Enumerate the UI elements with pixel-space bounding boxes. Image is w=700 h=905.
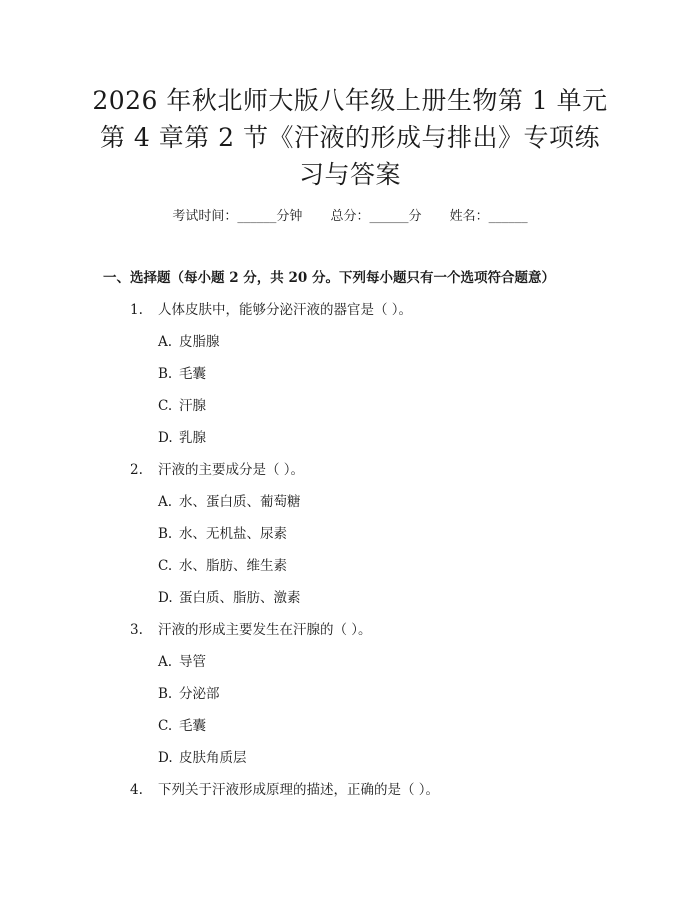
option-text: 毛囊 <box>179 718 206 734</box>
option-2d <box>158 586 301 606</box>
option-label: C. <box>158 398 173 414</box>
question-1 <box>130 298 412 318</box>
question-number: 1. <box>130 302 143 318</box>
option-label: D. <box>158 590 173 606</box>
option-label: A. <box>158 494 173 510</box>
option-3c <box>158 714 206 734</box>
option-label: C. <box>158 558 173 574</box>
question-number: 2. <box>130 462 143 478</box>
option-label: B. <box>158 526 173 542</box>
title-line-3: 习与答案 <box>298 160 401 189</box>
document-title <box>90 82 610 193</box>
option-1d <box>158 426 206 446</box>
option-label: C. <box>158 718 173 734</box>
question-3 <box>130 618 372 638</box>
exam-time: 考试时间：______分钟 <box>172 209 303 224</box>
option-text: 导管 <box>179 654 206 670</box>
option-3b <box>158 682 220 702</box>
option-text: 水、脂肪、维生素 <box>179 558 287 574</box>
option-text: 水、无机盐、尿素 <box>179 526 287 542</box>
question-text: 下列关于汗液形成原理的描述，正确的是（ ）。 <box>158 782 440 798</box>
question-text: 人体皮肤中，能够分泌汗液的器官是（ ）。 <box>158 302 413 318</box>
exam-score: 总分：______分 <box>330 209 422 224</box>
option-2c <box>158 554 287 574</box>
option-text: 水、蛋白质、葡萄糖 <box>179 494 301 510</box>
option-text: 皮脂腺 <box>179 334 220 350</box>
option-label: A. <box>158 654 173 670</box>
option-1a <box>158 330 220 350</box>
question-2 <box>130 458 304 478</box>
option-text: 汗腺 <box>179 398 206 414</box>
option-text: 乳腺 <box>179 430 206 446</box>
option-label: D. <box>158 430 173 446</box>
question-text: 汗液的主要成分是（ ）。 <box>158 462 305 478</box>
option-label: D. <box>158 750 173 766</box>
section-heading: 一、选择题（每小题 2 分，共 20 分。下列每小题只有一个选项符合题意） <box>103 270 555 286</box>
option-3a <box>158 650 206 670</box>
option-text: 毛囊 <box>179 366 206 382</box>
option-1c <box>158 394 206 414</box>
option-label: B. <box>158 366 173 382</box>
question-4 <box>130 778 439 798</box>
option-3d <box>158 746 247 766</box>
option-1b <box>158 362 206 382</box>
option-2a <box>158 490 301 510</box>
option-text: 蛋白质、脂肪、激素 <box>179 590 301 606</box>
question-number: 4. <box>130 782 143 798</box>
option-text: 皮肤角质层 <box>179 750 247 766</box>
exam-info <box>0 205 700 224</box>
question-text: 汗液的形成主要发生在汗腺的（ ）。 <box>158 622 372 638</box>
option-2b <box>158 522 287 542</box>
title-line-1: 2026 年秋北师大版八年级上册生物第 1 单元 <box>92 86 608 115</box>
option-text: 分泌部 <box>179 686 220 702</box>
title-line-2: 第 4 章第 2 节《汗液的形成与排出》专项练 <box>99 123 601 152</box>
option-label: B. <box>158 686 173 702</box>
exam-name: 姓名：______ <box>449 209 528 224</box>
question-number: 3. <box>130 622 143 638</box>
option-label: A. <box>158 334 173 350</box>
